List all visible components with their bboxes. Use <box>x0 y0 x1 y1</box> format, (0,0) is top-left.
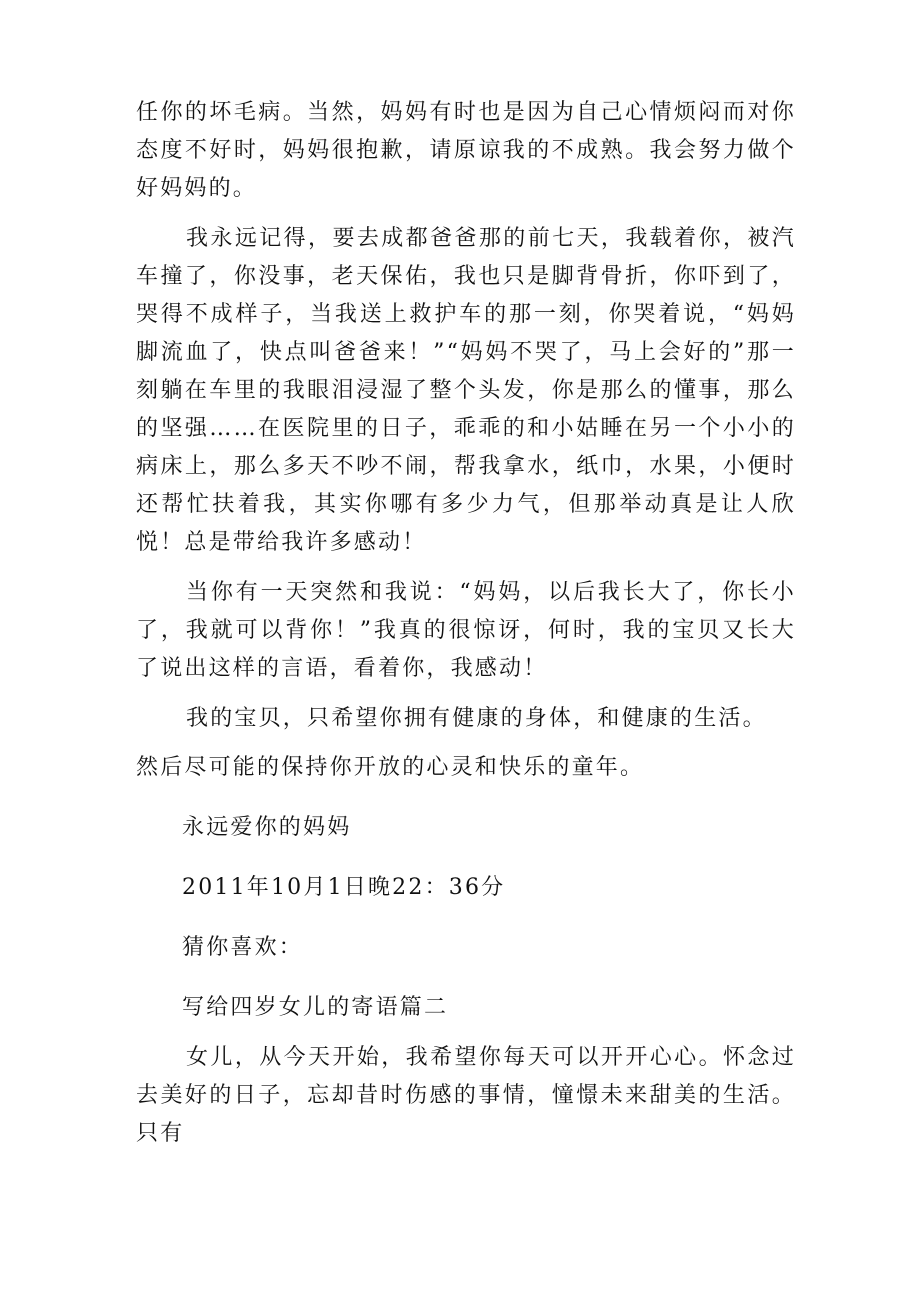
signature: 永远爱你的妈妈 <box>182 815 352 840</box>
paragraph-open-heart: 然后尽可能的保持你开放的心灵和快乐的童年。 <box>136 755 645 780</box>
document-body <box>136 94 796 1153</box>
paragraph-daughter: 女儿，从今天开始，我希望你每天可以开开心心。怀念过去美好的日子，忘却昔时伤感的事情，憧憬未来甜美的生活。只有 <box>136 1045 796 1146</box>
you-may-like-label: 猜你喜欢： <box>182 935 304 960</box>
date-line: 2011年10月1日晚22：36分 <box>182 875 506 900</box>
paragraph-wish-health: 我的宝贝，只希望你拥有健康的身体，和健康的生活。 <box>186 706 767 731</box>
paragraph-carry-you: 当你有一天突然和我说：“妈妈，以后我长大了，你长小了，我就可以背你！”我真的很惊讶，何时，我的宝贝又长大了说出这样的言语，看着你，我感动！ <box>136 580 796 681</box>
paragraph-accident-memory: 我永远记得，要去成都爸爸那的前七天，我载着你，被汽车撞了，你没事，老天保佑，我也只是脚背骨折，你吓到了，哭得不成样子，当我送上救护车的那一刻，你哭着说，“妈妈脚流血了，快点叫爸爸来！”“妈妈不哭了，马上会好的”那一刻躺在车里的我眼泪浸湿了整个头发，你是那么的懂事，那么的坚强……在医院里的日子，乖乖的和小姑睡在另一个小小的病床上，那么多天不吵不闹，帮我拿水，纸巾，水果，小便时还帮忙扶着我，其实你哪有多少力气，但那举动真是让人欣悦！总是带给我许多感动！ <box>136 226 796 555</box>
section-title: 写给四岁女儿的寄语篇二 <box>182 995 449 1020</box>
paragraph-apology: 任你的坏毛病。当然，妈妈有时也是因为自己心情烦闷而对你态度不好时，妈妈很抱歉，请原谅我的不成熟。我会努力做个好妈妈的。 <box>136 100 796 201</box>
